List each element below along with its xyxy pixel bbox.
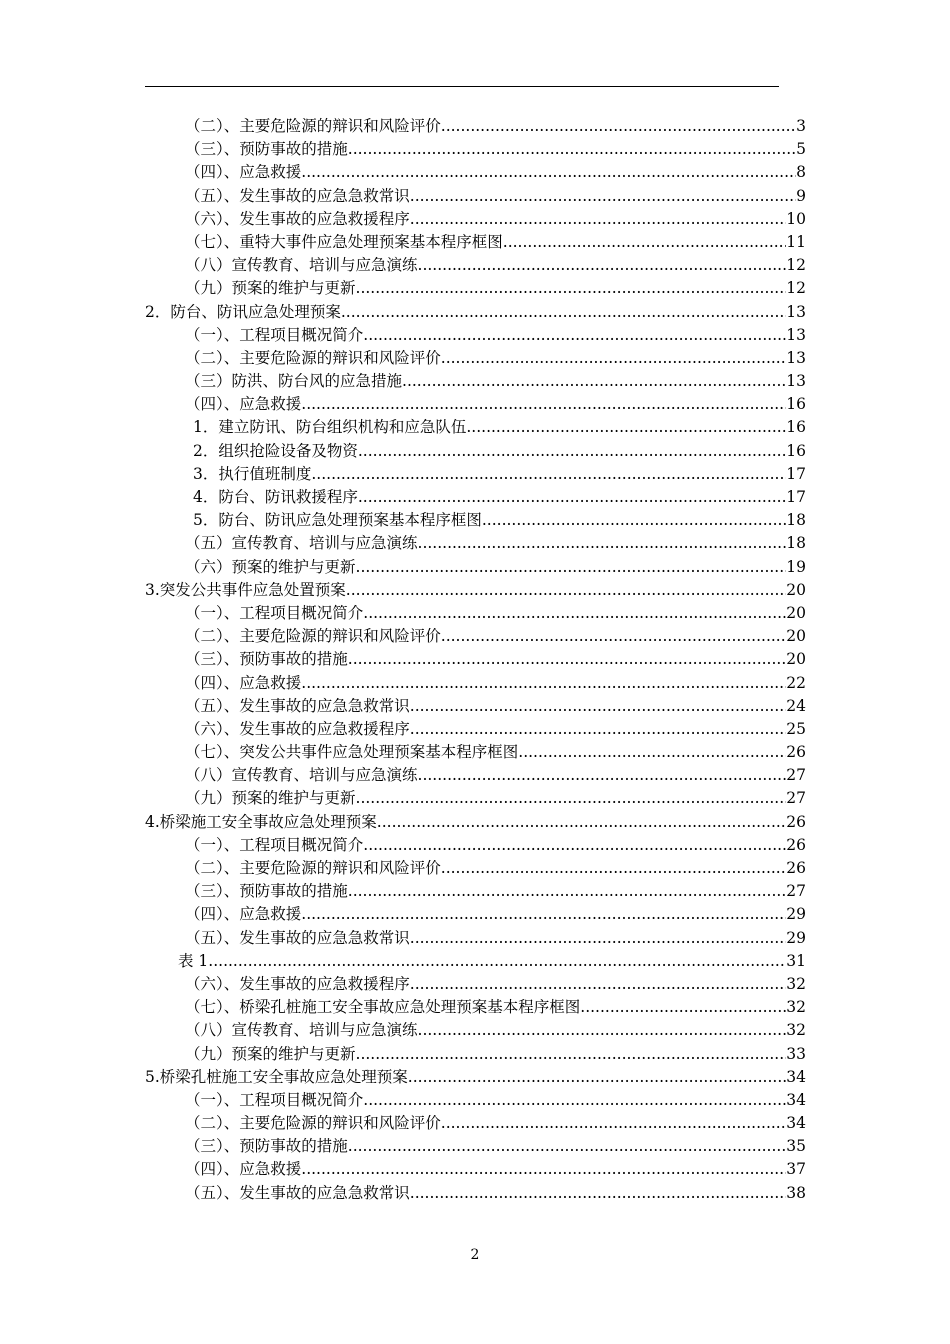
toc-dot-leader xyxy=(441,115,796,138)
toc-entry[interactable] xyxy=(0,973,950,996)
toc-entry-page: 13 xyxy=(786,325,806,344)
toc-dot-leader xyxy=(301,393,786,416)
toc-entry-title: 4．防台、防讯救援程序 xyxy=(193,488,358,506)
toc-entry-title: （四）、应急救援 xyxy=(185,905,302,924)
toc-entry-title: 2．组织抢险设备及物资 xyxy=(193,441,358,460)
toc-entry-title: （六）、发生事故的应急救援程序 xyxy=(185,719,410,738)
toc-entry-title: （三）、预防事故的措施 xyxy=(185,140,348,159)
toc-entry-page: 32 xyxy=(786,974,806,993)
toc-entry-inner xyxy=(185,764,806,787)
toc-entry-page: 3 xyxy=(796,117,806,135)
toc-dot-leader xyxy=(408,1066,786,1089)
toc-dot-leader xyxy=(410,973,787,996)
toc-entry-title: （一）、工程项目概况简介 xyxy=(185,835,364,854)
toc-entry-inner xyxy=(185,347,806,370)
toc-entry[interactable] xyxy=(0,277,950,300)
toc-entry-title: （五）宣传教育、培训与应急演练 xyxy=(185,534,418,553)
toc-dot-leader xyxy=(301,161,796,184)
toc-entry-inner xyxy=(145,1066,806,1089)
toc-entry-title: （五）、发生事故的应急急救常识 xyxy=(185,696,410,715)
toc-entry-title: （二）、主要危险源的辩识和风险评价 xyxy=(185,348,441,367)
toc-entry[interactable] xyxy=(0,324,950,347)
toc-entry-inner xyxy=(185,1112,806,1135)
toc-entry[interactable] xyxy=(0,138,950,161)
toc-entry-page: 29 xyxy=(786,905,806,924)
toc-entry-title: （七）、桥梁孔桩施工安全事故应急处理预案基本程序框图 xyxy=(185,998,581,1017)
toc-entry-page: 16 xyxy=(786,441,806,460)
toc-entry-inner xyxy=(193,416,806,439)
toc-entry-title: 表 1 xyxy=(178,951,209,970)
toc-entry-page: 32 xyxy=(786,1021,806,1040)
toc-entry-page: 25 xyxy=(786,719,806,738)
toc-dot-leader xyxy=(363,834,786,857)
toc-dot-leader xyxy=(358,440,786,463)
toc-entry-page: 19 xyxy=(786,557,806,576)
toc-entry[interactable] xyxy=(0,185,950,208)
toc-dot-leader xyxy=(356,1043,787,1066)
toc-entry[interactable] xyxy=(0,903,950,926)
toc-entry-title: （三）防洪、防台风的应急措施 xyxy=(185,372,403,391)
toc-entry[interactable] xyxy=(0,115,950,138)
toc-dot-leader xyxy=(466,416,786,439)
toc-entry-page: 38 xyxy=(786,1183,806,1202)
toc-entry-inner xyxy=(185,324,806,347)
toc-dot-leader xyxy=(311,463,786,486)
toc-entry-title: （六）、发生事故的应急救援程序 xyxy=(185,209,410,228)
toc-entry-inner xyxy=(185,254,806,277)
toc-dot-leader xyxy=(363,602,786,625)
toc-dot-leader xyxy=(503,231,787,254)
toc-entry-inner xyxy=(145,301,806,324)
toc-entry[interactable] xyxy=(0,486,950,509)
toc-entry-title: （二）、主要危险源的辩识和风险评价 xyxy=(185,1114,441,1133)
toc-entry[interactable] xyxy=(0,648,950,671)
toc-entry-title: 4.桥梁施工安全事故应急处理预案 xyxy=(145,812,377,831)
toc-entry-title: （六）、发生事故的应急救援程序 xyxy=(185,974,410,993)
toc-entry-title: （九）预案的维护与更新 xyxy=(185,789,356,808)
toc-entry-inner xyxy=(185,208,806,231)
toc-entry-inner xyxy=(185,927,806,950)
toc-entry[interactable] xyxy=(0,509,950,532)
toc-entry-inner xyxy=(185,602,806,625)
toc-entry-page: 17 xyxy=(786,488,806,506)
toc-entry-inner xyxy=(185,973,806,996)
toc-entry-inner xyxy=(193,440,806,463)
toc-entry-title: （四）、应急救援 xyxy=(185,1160,302,1179)
toc-entry-title: （五）、发生事故的应急急救常识 xyxy=(185,1183,410,1202)
toc-entry-inner xyxy=(185,672,806,695)
toc-entry[interactable] xyxy=(0,1182,950,1205)
toc-entry[interactable] xyxy=(0,556,950,579)
toc-entry-page: 5 xyxy=(796,140,806,159)
toc-dot-leader xyxy=(363,324,786,347)
toc-dot-leader xyxy=(518,741,786,764)
toc-entry-page: 20 xyxy=(786,580,806,599)
toc-entry[interactable] xyxy=(0,718,950,741)
toc-dot-leader xyxy=(441,857,787,880)
toc-entry[interactable] xyxy=(0,1135,950,1158)
toc-dot-leader xyxy=(356,787,787,810)
toc-entry-page: 26 xyxy=(786,859,806,877)
toc-entry-title: （九）预案的维护与更新 xyxy=(185,279,356,298)
toc-dot-leader xyxy=(410,695,787,718)
toc-entry-inner xyxy=(178,950,806,973)
toc-entry-page: 24 xyxy=(786,696,806,715)
toc-entry-page: 12 xyxy=(786,256,806,275)
toc-entry-page: 27 xyxy=(786,882,806,901)
toc-entry-inner xyxy=(185,231,806,254)
toc-entry[interactable] xyxy=(0,1089,950,1112)
toc-entry-title: 3.突发公共事件应急处置预案 xyxy=(145,580,346,599)
toc-entry-page: 9 xyxy=(796,186,806,205)
header-rule xyxy=(145,86,779,87)
toc-dot-leader xyxy=(356,277,787,300)
toc-entry[interactable] xyxy=(0,695,950,718)
toc-dot-leader xyxy=(358,486,786,509)
toc-dot-leader xyxy=(402,370,786,393)
toc-entry-inner xyxy=(185,834,806,857)
toc-entry-inner xyxy=(185,880,806,903)
toc-entry-page: 34 xyxy=(786,1090,806,1109)
toc-entry-page: 27 xyxy=(786,766,806,785)
toc-dot-leader xyxy=(377,811,786,834)
toc-entry[interactable] xyxy=(0,1066,950,1089)
toc-dot-leader xyxy=(418,254,787,277)
toc-dot-leader xyxy=(208,950,786,973)
toc-entry-title: （一）、工程项目概况简介 xyxy=(185,325,364,344)
toc-entry[interactable] xyxy=(0,440,950,463)
toc-entry-title: （八）宣传教育、培训与应急演练 xyxy=(185,766,418,785)
toc-entry[interactable] xyxy=(0,602,950,625)
toc-entry-title: （一）、工程项目概况简介 xyxy=(185,1090,364,1109)
toc-entry-title: （四）、应急救援 xyxy=(185,395,302,414)
toc-entry-title: （四）、应急救援 xyxy=(185,163,302,182)
toc-entry[interactable] xyxy=(0,370,950,393)
toc-dot-leader xyxy=(348,648,787,671)
toc-entry-page: 37 xyxy=(786,1160,806,1179)
toc-entry-inner xyxy=(193,463,806,486)
toc-entry[interactable] xyxy=(0,1019,950,1042)
toc-entry[interactable] xyxy=(0,579,950,602)
toc-entry-inner xyxy=(185,161,806,184)
toc-entry-page: 26 xyxy=(786,812,806,831)
toc-entry-page: 16 xyxy=(786,418,806,437)
toc-dot-leader xyxy=(418,532,787,555)
toc-entry[interactable] xyxy=(0,416,950,439)
toc-entry-title: （八）宣传教育、培训与应急演练 xyxy=(185,1021,418,1040)
toc-entry[interactable] xyxy=(0,1112,950,1135)
toc-entry-page: 26 xyxy=(786,835,806,854)
toc-entry[interactable] xyxy=(0,347,950,370)
toc-entry-page: 32 xyxy=(786,998,806,1017)
toc-dot-leader xyxy=(580,996,786,1019)
toc-entry[interactable] xyxy=(0,208,950,231)
toc-entry-inner xyxy=(185,718,806,741)
toc-entry-title: （七）、突发公共事件应急处理预案基本程序框图 xyxy=(185,743,519,762)
toc-entry-inner xyxy=(185,648,806,671)
toc-entry-title: （二）、主要危险源的辩识和风险评价 xyxy=(185,117,441,135)
toc-entry-page: 18 xyxy=(786,511,806,530)
toc-entry-inner xyxy=(185,787,806,810)
toc-entry[interactable] xyxy=(0,741,950,764)
toc-entry[interactable] xyxy=(0,996,950,1019)
toc-entry-title: （五）、发生事故的应急急救常识 xyxy=(185,186,410,205)
toc-entry-inner xyxy=(185,138,806,161)
toc-entry-inner xyxy=(185,1019,806,1042)
toc-entry-title: （九）预案的维护与更新 xyxy=(185,1044,356,1063)
page-number: 2 xyxy=(470,1247,480,1263)
toc-entry[interactable] xyxy=(0,254,950,277)
toc-dot-leader xyxy=(348,138,796,161)
toc-dot-leader xyxy=(356,556,787,579)
toc-entry-inner xyxy=(185,903,806,926)
toc-entry[interactable] xyxy=(0,857,950,880)
toc-entry-page: 11 xyxy=(786,232,806,251)
toc-dot-leader xyxy=(410,185,796,208)
toc-entry-title: （七）、重特大事件应急处理预案基本程序框图 xyxy=(185,232,503,251)
toc-dot-leader xyxy=(441,1112,787,1135)
toc-entry[interactable] xyxy=(0,787,950,810)
toc-entry-inner xyxy=(185,625,806,648)
toc-entry[interactable] xyxy=(0,1158,950,1181)
toc-entry-page: 10 xyxy=(786,209,806,228)
toc-entry-title: 5.桥梁孔桩施工安全事故应急处理预案 xyxy=(145,1067,408,1086)
toc-dot-leader xyxy=(418,1019,787,1042)
toc-entry-inner xyxy=(185,556,806,579)
toc-entry-title: （五）、发生事故的应急急救常识 xyxy=(185,928,410,947)
toc-dot-leader xyxy=(482,509,786,532)
toc-entry[interactable] xyxy=(0,927,950,950)
toc-entry-title: （四）、应急救援 xyxy=(185,673,302,692)
toc-entry-page: 31 xyxy=(786,951,806,970)
toc-entry-inner xyxy=(193,509,806,532)
toc-dot-leader xyxy=(410,208,787,231)
toc-entry[interactable] xyxy=(0,532,950,555)
toc-entry-title: 2．防台、防讯应急处理预案 xyxy=(145,302,341,321)
toc-dot-leader xyxy=(441,347,787,370)
toc-dot-leader xyxy=(301,903,786,926)
toc-entry-inner xyxy=(185,1135,806,1158)
toc-entry-page: 12 xyxy=(786,279,806,298)
toc-entry-title: （三）、预防事故的措施 xyxy=(185,1137,348,1156)
toc-entry-page: 26 xyxy=(786,743,806,762)
toc-entry-inner xyxy=(185,277,806,300)
toc-entry-page: 13 xyxy=(786,302,806,321)
toc-entry-title: （六）预案的维护与更新 xyxy=(185,557,356,576)
toc-entry-inner xyxy=(185,996,806,1019)
toc-entry-page: 34 xyxy=(786,1067,806,1086)
toc-entry-title: （二）、主要危险源的辩识和风险评价 xyxy=(185,859,441,877)
toc-dot-leader xyxy=(348,1135,787,1158)
toc-entry-inner xyxy=(185,857,806,880)
toc-dot-leader xyxy=(410,1182,787,1205)
toc-entry-inner xyxy=(185,695,806,718)
toc-entry-page: 8 xyxy=(796,163,806,182)
toc-entry[interactable] xyxy=(0,811,950,834)
toc-entry-title: （三）、预防事故的措施 xyxy=(185,650,348,669)
toc-entry[interactable] xyxy=(0,764,950,787)
toc-entry-inner xyxy=(185,1182,806,1205)
toc-entry-page: 16 xyxy=(786,395,806,414)
toc-entry-page: 29 xyxy=(786,928,806,947)
toc-entry-title: 5．防台、防讯应急处理预案基本程序框图 xyxy=(193,511,482,530)
toc-entry[interactable] xyxy=(0,301,950,324)
toc-entry[interactable] xyxy=(0,672,950,695)
toc-dot-leader xyxy=(418,764,787,787)
toc-entry[interactable] xyxy=(0,463,950,486)
toc-entry-page: 20 xyxy=(786,650,806,669)
toc-entry-inner xyxy=(185,370,806,393)
toc-entry-inner xyxy=(185,1043,806,1066)
toc-entry[interactable] xyxy=(0,880,950,903)
toc-dot-leader xyxy=(348,880,787,903)
toc-entry[interactable] xyxy=(0,1043,950,1066)
toc-dot-leader xyxy=(410,718,787,741)
toc-dot-leader xyxy=(346,579,786,602)
toc-entry[interactable] xyxy=(0,393,950,416)
toc-entry-page: 27 xyxy=(786,789,806,808)
toc-entry-page: 35 xyxy=(786,1137,806,1156)
toc-entry-page: 17 xyxy=(786,464,806,483)
toc-entry-inner xyxy=(185,115,806,138)
toc-entry-page: 34 xyxy=(786,1114,806,1133)
toc-entry-page: 20 xyxy=(786,627,806,646)
toc-entry-inner xyxy=(185,185,806,208)
toc-entry-title: 1．建立防讯、防台组织机构和应急队伍 xyxy=(193,418,467,437)
toc-entry[interactable] xyxy=(0,834,950,857)
toc-entry-page: 22 xyxy=(786,673,806,692)
toc-entry-page: 13 xyxy=(786,372,806,391)
toc-dot-leader xyxy=(410,927,787,950)
toc-entry-title: （一）、工程项目概况简介 xyxy=(185,603,364,622)
toc-entry[interactable] xyxy=(0,625,950,648)
toc-entry-inner xyxy=(193,486,806,509)
toc-entry-page: 33 xyxy=(786,1044,806,1063)
toc-entry-inner xyxy=(185,1089,806,1112)
toc-entry-title: （三）、预防事故的措施 xyxy=(185,882,348,901)
toc-entry-inner xyxy=(185,532,806,555)
toc-entry-title: （八）宣传教育、培训与应急演练 xyxy=(185,256,418,275)
toc-entry-inner xyxy=(145,811,806,834)
toc-entry-title: 3．执行值班制度 xyxy=(193,464,312,483)
toc-entry[interactable] xyxy=(0,950,950,973)
toc-entry-page: 13 xyxy=(786,348,806,367)
toc-entry-inner xyxy=(185,393,806,416)
toc-entry-inner xyxy=(185,741,806,764)
toc-entry-inner xyxy=(185,1158,806,1181)
toc-entry[interactable] xyxy=(0,161,950,184)
toc-dot-leader xyxy=(441,625,787,648)
toc-dot-leader xyxy=(301,672,786,695)
table-of-contents xyxy=(0,115,950,1205)
toc-entry-page: 20 xyxy=(786,603,806,622)
toc-entry-title: （二）、主要危险源的辩识和风险评价 xyxy=(185,627,441,646)
toc-dot-leader xyxy=(363,1089,786,1112)
toc-entry[interactable] xyxy=(0,231,950,254)
toc-entry-page: 18 xyxy=(786,534,806,553)
toc-entry-inner xyxy=(145,579,806,602)
toc-dot-leader xyxy=(301,1158,786,1181)
toc-dot-leader xyxy=(341,301,786,324)
